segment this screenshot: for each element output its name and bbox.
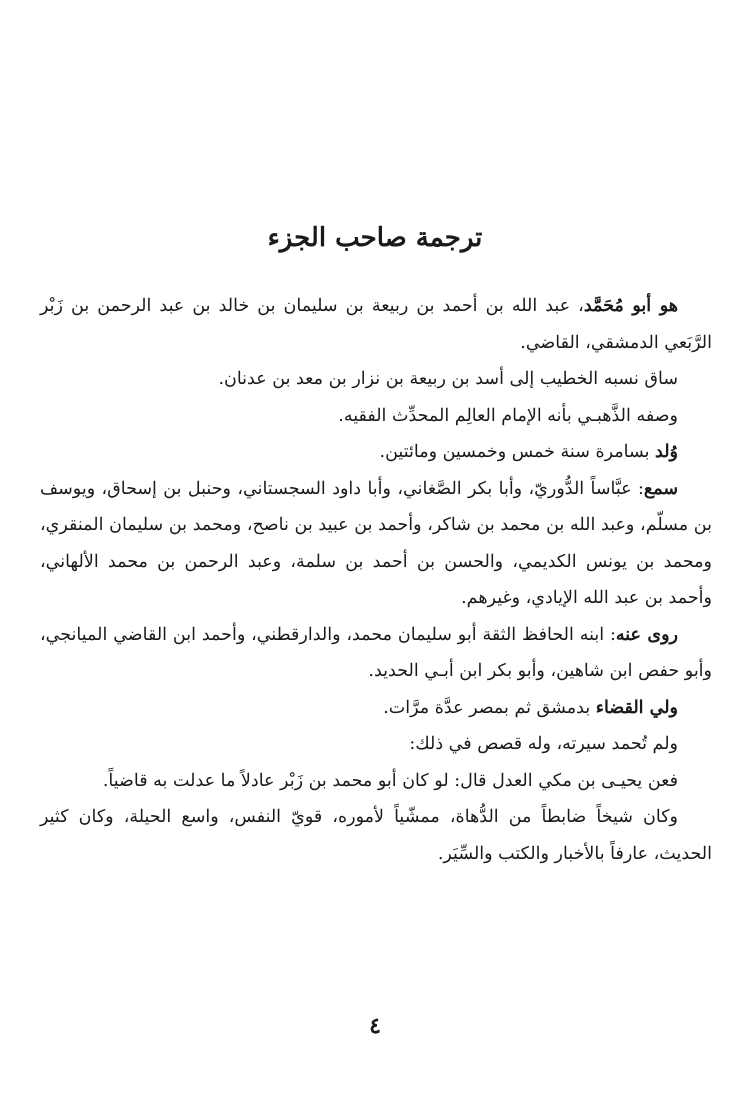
name-lead: هو أبو مُحَمَّد — [583, 296, 678, 316]
paragraph-birth — [40, 434, 712, 471]
paragraph-quote — [40, 763, 712, 800]
paragraph-character — [40, 799, 712, 872]
paragraph-teachers — [40, 471, 712, 617]
students-text: : ابنه الحافظ الثقة أبو سليمان محمد، والدارقطني، وأحمد ابن القاضي الميانجي، وأبو حفص ابن شاهين، وأبو بكر ابن أبـي الحديد. — [40, 624, 712, 681]
page-number: ٤ — [369, 1013, 381, 1039]
name-text: ، عبد الله بن أحمد بن ربيعة بن سليمان بن خالد بن عبد الرحمن بن زَبْر الرَّبَعي الدمشقي، القاضي. — [40, 296, 712, 353]
page-title: ترجمة صاحب الجزء — [267, 223, 483, 253]
character-text: وكان شيخاً ضابطاً من الدُّهاة، ممشّياً لأموره، قويّ النفس، واسع الحيلة، وكان كثير الحديث، عارفاً بالأخبار والكتب والسِّيَر. — [40, 807, 712, 864]
paragraph-lineage-note — [40, 361, 712, 398]
judgeship-text: بدمشق ثم بمصر عدَّة مرَّات. — [383, 697, 596, 718]
paragraph-judgeship — [40, 690, 712, 727]
paragraph-conduct — [40, 726, 712, 763]
teachers-text: : عبَّاساً الدُّوريّ، وأبا بكر الصَّغاني، وأبا داود السجستاني، وحنبل بن إسحاق، ويوسف بن مسلّم، وعبد الله بن محمد بن شاكر، وأحمد بن عبيد بن ناصح، ومحمد بن سليمان المنقري، ومحمد بن يونس الكديمي، والحسن بن أحمد بن سلمة، وعبد الرحمن بن محمد الألهاني، وأحمد بن عبد الله الإيادي، وغيرهم. — [40, 478, 712, 608]
teachers-lead: سمع — [643, 478, 678, 499]
judgeship-lead: ولي القضاء — [595, 697, 678, 718]
birth-text: بسامرة سنة خمس وخمسين ومائتين. — [379, 442, 656, 462]
students-lead: روى عنه — [615, 624, 678, 645]
conduct-text: ولم تُحمد سيرته، وله قصص في ذلك: — [409, 734, 678, 754]
description-text: وصفه الذَّهبـي بأنه الإمام العالِم المحدِّث الفقيه. — [338, 405, 678, 426]
quote-text: فعن يحيـى بن مكي العدل قال: لو كان أبو محمد بن زَبْر عادلاً ما عدلت به قاضياً. — [102, 770, 678, 791]
lineage-text: ساق نسبه الخطيب إلى أسد بن ربيعة بن نزار بن معد بن عدنان. — [218, 369, 678, 389]
biography-text — [40, 288, 712, 872]
birth-lead: وُلد — [655, 442, 678, 462]
paragraph-students — [40, 617, 712, 690]
paragraph-name-lineage — [40, 288, 712, 361]
paragraph-dhahabi-description — [40, 398, 712, 435]
